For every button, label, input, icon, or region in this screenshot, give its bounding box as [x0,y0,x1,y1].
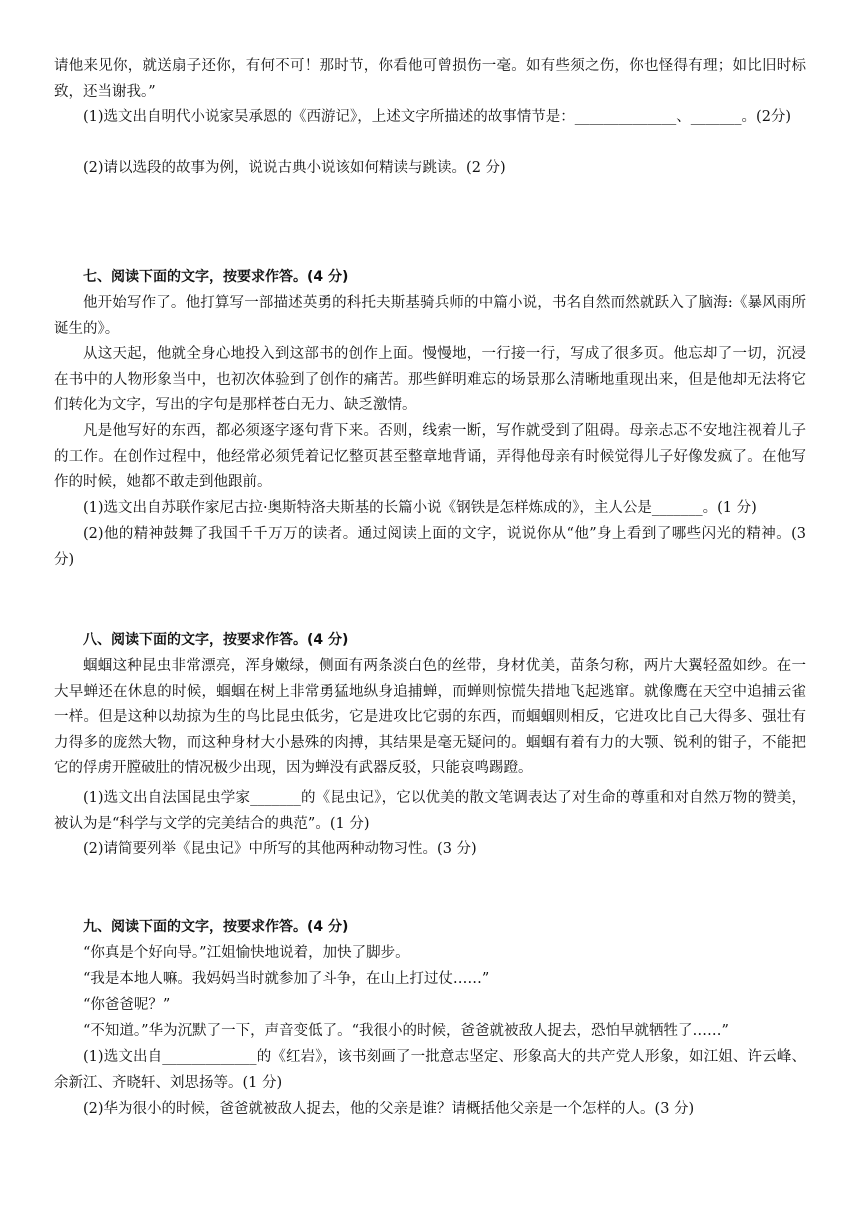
section-9-heading: 九、阅读下面的文字，按要求作答。(4 分) [83,919,349,935]
question-8-1: (1)选文出自法国昆虫学家_______的《昆虫记》，它以优美的散文笔调表达了对生命的尊重和对自然万物的赞美，被认为是“科学与文学的完美结合的典范”。(1 分) [54,790,806,832]
section-7-heading: 七、阅读下面的文字，按要求作答。(4 分) [83,269,349,285]
question-6-1: (1)选文出自明代小说家吴承恩的《西游记》，上述文字所描述的故事情节是：______________、_______。(2分) [83,109,792,125]
section-7-paragraph-1: 他开始写作了。他打算写一部描述英勇的科托夫斯基骑兵师的中篇小说，书名自然而然就跃入了脑海:《暴风雨所诞生的》。 [54,295,806,337]
passage-continuation: 请他来见你，就送扇子还你，有何不可！那时节，你看他可曾损伤一毫。如有些须之伤，你也怪得有理；如比旧时标致，还当谢我。” [54,58,806,100]
section-7-paragraph-2: 从这天起，他就全身心地投入到这部书的创作上面。慢慢地，一行接一行，写成了很多页。他忘却了一切，沉浸在书中的人物形象当中，也初次体验到了创作的痛苦。那些鲜明难忘的场景那么清晰地重现出来，但是他却无法将它们转化为文字，写出的字句是那样苍白无力、缺乏激情。 [54,346,806,413]
section-9-line-1: “你真是个好向导。”江姐愉快地说着，加快了脚步。 [83,945,410,961]
section-9-line-2: “我是本地人嘛。我妈妈当时就参加了斗争，在山上打过仗……” [83,971,490,987]
question-7-2: (2)他的精神鼓舞了我国千千万万的读者。通过阅读上面的文字，说说你从“他”身上看到了哪些闪光的精神。(3 分) [54,526,806,568]
question-7-1: (1)选文出自苏联作家尼古拉·奥斯特洛夫斯基的长篇小说《钢铁是怎样炼成的》，主人公是_______。(1 分) [83,500,757,516]
section-8-heading: 八、阅读下面的文字，按要求作答。(4 分) [83,632,349,648]
section-9-line-3: “你爸爸呢？” [83,997,171,1013]
question-9-1: (1)选文出自_____________的《红岩》，该书刻画了一批意志坚定、形象高大的共产党人形象，如江姐、许云峰、余新江、齐晓轩、刘思扬等。(1 分) [54,1049,806,1091]
question-6-2: (2)请以选段的故事为例，说说古典小说该如何精读与跳读。(2 分) [83,160,506,176]
section-7-paragraph-3: 凡是他写好的东西，都必须逐字逐句背下来。否则，线索一断，写作就受到了阻碍。母亲忐忑不安地注视着儿子的工作。在创作过程中，他经常必须凭着记忆整页甚至整章地背诵，弄得他母亲有时候觉得儿子好像发疯了。在他写作的时候，她都不敢走到他跟前。 [54,423,806,490]
question-8-2: (2)请简要列举《昆虫记》中所写的其他两种动物习性。(3 分) [83,841,477,857]
question-9-2: (2)华为很小的时候，爸爸就被敌人捉去，他的父亲是谁？请概括他父亲是一个怎样的人。(3 分) [83,1101,695,1117]
section-9-line-4: “不知道。”华为沉默了一下，声音变低了。“我很小的时候，爸爸就被敌人捉去，恐怕早就牺牲了……” [83,1023,729,1039]
section-8-paragraph-1: 蝈蝈这种昆虫非常漂亮，浑身嫩绿，侧面有两条淡白色的丝带，身材优美，苗条匀称，两片大翼轻盈如纱。在一大早蝉还在休息的时候，蝈蝈在树上非常勇猛地纵身追捕蝉，而蝉则惊慌失措地飞起逃窜。就像鹰在天空中追捕云雀一样。但是这种以劫掠为生的鸟比昆虫低劣，它是进攻比它弱的东西，而蝈蝈则相反，它进攻比自己大得多、强壮有力得多的庞然大物，而这种身材大小悬殊的肉搏，其结果是毫无疑问的。蝈蝈有着有力的大颚、锐利的钳子，不能把它的俘虏开膛破肚的情况极少出现，因为蝉没有武器反驳，只能哀鸣踢蹬。 [54,658,806,776]
